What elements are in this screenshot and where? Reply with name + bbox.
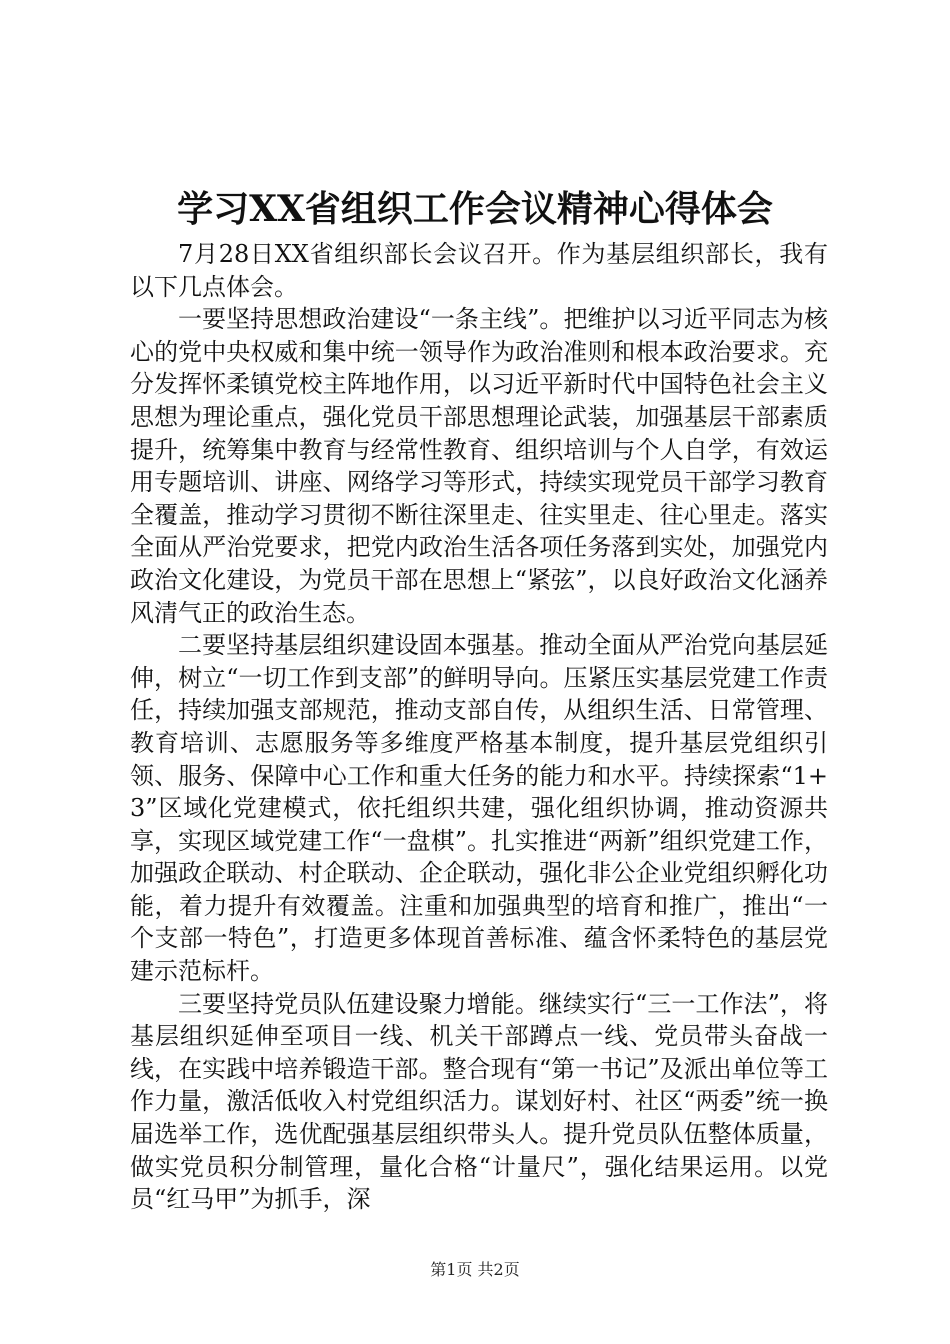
page-footer: 第1页 共2页 [430, 1260, 520, 1279]
document-title: 学习XX省组织工作会议精神心得体会 [177, 188, 773, 230]
paragraph-political-building: 一要坚持思想政治建设“一条主线”。把维护以习近平同志为核心的党中央权威和集中统一领导作为政治准则和根本政治要求。充分发挥怀柔镇党校主阵地作用，以习近平新时代中国特色社会主义思想为理论重点，强化党员干部思想理论武装，加强基层干部素质提升，统筹集中教育与经常性教育、组织培训与个人自学，有效运用专题培训、讲座、网络学习等形式，持续实现党员干部学习教育全覆盖，推动学习贯彻不断往深里走、往实里走、往心里走。落实全面从严治党要求，把党内政治生活各项任务落到实处，加强党内政治文化建设，为党员干部在思想上“紧弦”，以良好政治文化涵养风清气正的政治生态。 [130, 305, 828, 627]
document-body [130, 238, 828, 1216]
paragraph-grassroots-organization: 二要坚持基层组织建设固本强基。推动全面从严治党向基层延伸，树立“一切工作到支部”的鲜明导向。压紧压实基层党建工作责任，持续加强支部规范，推动支部自传，从组织生活、日常管理、教育培训、志愿服务等多维度严格基本制度，提升基层党组织引领、服务、保障中心工作和重大任务的能力和水平。持续探索“1+3”区域化党建模式，依托组织共建，强化组织协调，推动资源共享，实现区域党建工作“一盘棋”。扎实推进“两新”组织党建工作，加强政企联动、村企联动、企企联动，强化非公企业党组织孵化功能，着力提升有效覆盖。注重和加强典型的培育和推广，推出“一个支部一特色”，打造更多体现首善标准、蕴含怀柔特色的基层党建示范标杆。 [130, 631, 828, 986]
paragraph-intro: 7月28日XX省组织部长会议召开。作为基层组织部长，我有以下几点体会。 [130, 240, 828, 301]
paragraph-party-member-team: 三要坚持党员队伍建设聚力增能。继续实行“三一工作法”，将基层组织延伸至项目一线、机关干部蹲点一线、党员带头奋战一线，在实践中培养锻造干部。整合现有“第一书记”及派出单位等工作力量，激活低收入村党组织活力。谋划好村、社区“两委”统一换届选举工作，选优配强基层组织带头人。提升党员队伍整体质量，做实党员积分制管理，量化合格“计量尺”，强化结果运用。以党员“红马甲”为抓手，深 [130, 989, 828, 1214]
